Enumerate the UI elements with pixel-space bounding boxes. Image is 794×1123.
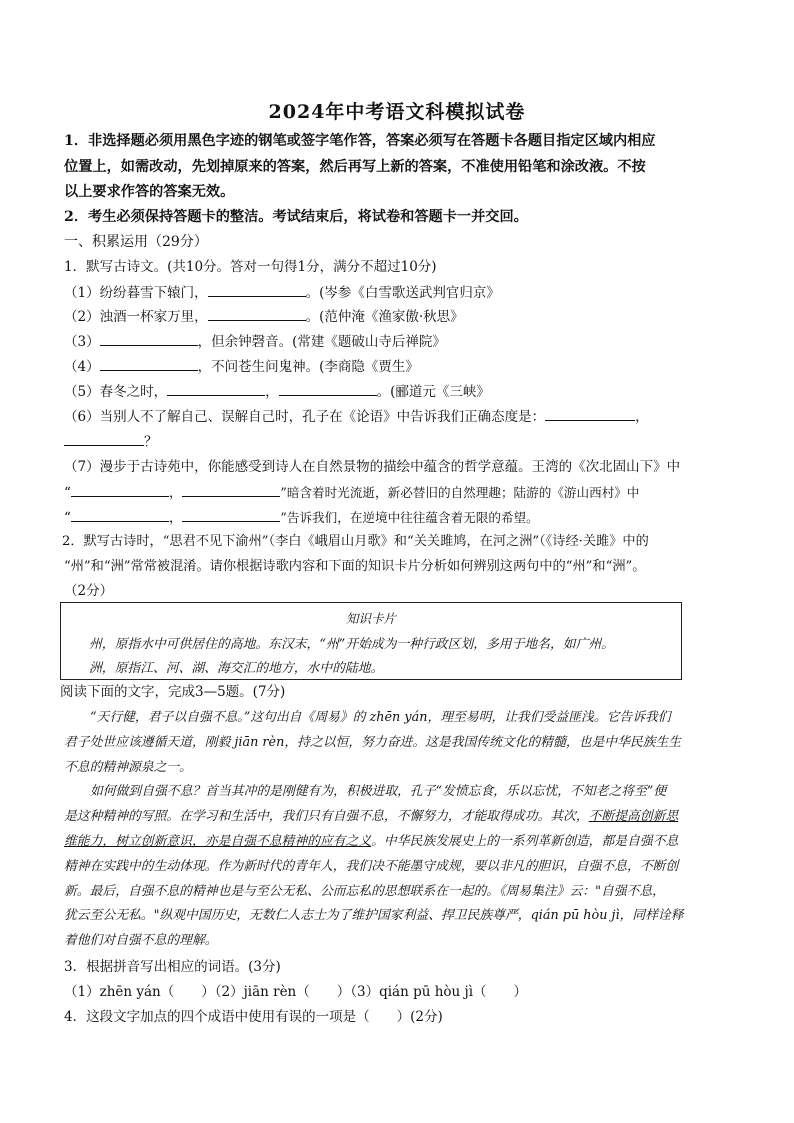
knowledge-card-title: 知识卡片 [345,611,396,626]
question-1-item-7-line3: “ ， ”告诉我们，在逆境中往往蕴含着无限的希望。 [64,507,539,528]
question-1-stem: 1．默写古诗文。(共10分。答对一句得1分，满分不超过10分) [64,259,437,275]
answer-blank[interactable] [167,381,265,396]
question-1-item-7-line2: “ ， ”暗含着时光流逝，新必替旧的自然理趣；陆游的《游山西村》中 [64,482,639,503]
instruction-line: 以上要求作答的答案无效。 [64,184,235,200]
answer-blank[interactable] [208,306,306,321]
reading-line: 着他们对自强不息的理解。 [64,933,218,948]
knowledge-card [60,602,682,680]
reading-intro: 阅读下面的文字，完成3—5题。(7分) [60,684,286,700]
reading-line: 新。最后，自强不息的精神也是与至公无私、公而忘私的思想联系在一起的。《周易集注》云："自强不息， [64,884,665,899]
section-heading: 一、积累运用（29分） [64,234,208,250]
question-4-stem: 4．这段文字加点的四个成语中使用有误的一项是（ ）(2分) [64,1009,443,1025]
underlined-sentence: 维能力，树立创新意识，亦是自强不息精神的应有之义 [64,834,372,849]
reading-line: 维能力，树立创新意识，亦是自强不息精神的应有之义。中华民族发展史上的一系列革新创造，都是自强不息 [64,834,679,849]
answer-blank[interactable] [545,406,635,421]
reading-line: “天行健，君子以自强不息。”这句出自《周易》的 zhēn yán，理至易明，让我们受益匪浅。它告诉我们 [90,710,671,725]
answer-blank[interactable] [64,431,144,446]
reading-line: 不息的精神源泉之一。 [64,760,192,775]
knowledge-card-line: 洲，原指江、河、湖、海交汇的地方，水中的陆地。 [89,661,384,676]
answer-blank[interactable] [182,507,280,522]
instruction-line: 位置上，如需改动，先划掉原来的答案，然后再写上新的答案，不准使用铅笔和涂改液。不按 [64,159,646,175]
page-title: 2024年中考语文科模拟试卷 [268,101,526,123]
question-1-item-5: （5）春冬之时， ， 。(郦道元《三峡》 [64,381,490,402]
knowledge-card-line: 州，原指水中可供居住的高地。东汉末，“州”开始成为一种行政区划，多用于地名，如广州。 [89,637,614,652]
question-1-item-2: （2）浊酒一杯家万里， 。(范仲淹《渔家傲·秋思》 [64,306,464,327]
question-1-item-1: （1）纷纷暮雪下辕门， 。(岑参《白雪歌送武判官归京》 [64,282,500,303]
answer-blank[interactable] [182,482,280,497]
question-2-score: （2分） [64,583,114,599]
reading-line: 精神在实践中的生动体现。作为新时代的青年人，我们决不能墨守成规，要以非凡的胆识，自强不息，不断创 [64,859,679,874]
answer-blank[interactable] [71,507,169,522]
question-2-line: “州”和“洲”常常被混淆。请你根据诗歌内容和下面的知识卡片分析如何辨别这两句中的“州”和“洲”。 [64,559,646,574]
reading-line: 君子处世应该遵循天道，刚毅 jiān rèn，持之以恒，努力奋进。这是我国传统文化的精髓，也是中华民族生生 [64,735,682,750]
question-1-item-7: （7）漫步于古诗苑中，你能感受到诗人在自然景物的描绘中蕴含的哲学意蕴。王湾的《次北固山下》中 [64,459,681,475]
question-1-item-4: （4） ，不问苍生问鬼神。(李商隐《贾生》 [64,356,419,377]
answer-blank[interactable] [100,331,198,346]
answer-blank[interactable] [71,482,169,497]
question-2-line: 2．默写古诗时，“思君不见下渝州”（李白《峨眉山月歌》和“关关雎鸠，在河之洲”（《诗经·关雎》中的 [62,534,649,549]
question-3-options: （1）zhēn yán（ ）（2）jiān rèn（ ）（3）qián pū hòu jì（ ） [64,984,528,1000]
question-3-stem: 3．根据拼音写出相应的词语。(3分) [64,959,281,975]
reading-line: 是这种精神的写照。在学习和生活中，我们只有自强不息，不懈努力，才能取得成功。其次，不断提高创新思 [64,809,679,824]
underlined-sentence: 不断提高创新思 [588,809,679,824]
reading-line: 如何做到自强不息？首当其冲的是刚健有为，积极进取，孔子“发愤忘食，乐以忘忧，不知老之将至”便 [90,784,667,799]
question-1-item-3: （3） ，但余钟磬音。(常建《题破山寺后禅院》 [64,331,446,352]
answer-blank[interactable] [279,381,377,396]
instruction-line: 2．考生必须保持答题卡的整洁。考试结束后，将试卷和答题卡一并交回。 [64,209,528,225]
question-1-item-6: （6）当别人不了解自己、误解自己时，孔子在《论语》中告诉我们正确态度是： ， [64,406,649,427]
question-1-item-6-cont: ？ [64,431,158,452]
instruction-line: 1．非选择题必须用黑色字迹的钢笔或签字笔作答，答案必须写在答题卡各题目指定区域内相应 [64,133,656,149]
answer-blank[interactable] [100,356,198,371]
answer-blank[interactable] [208,282,306,297]
reading-line: 犹云至公无私。"纵观中国历史，无数仁人志士为了维护国家利益、捍卫民族尊严，qián pū hòu jì，同样诠释 [64,908,684,923]
